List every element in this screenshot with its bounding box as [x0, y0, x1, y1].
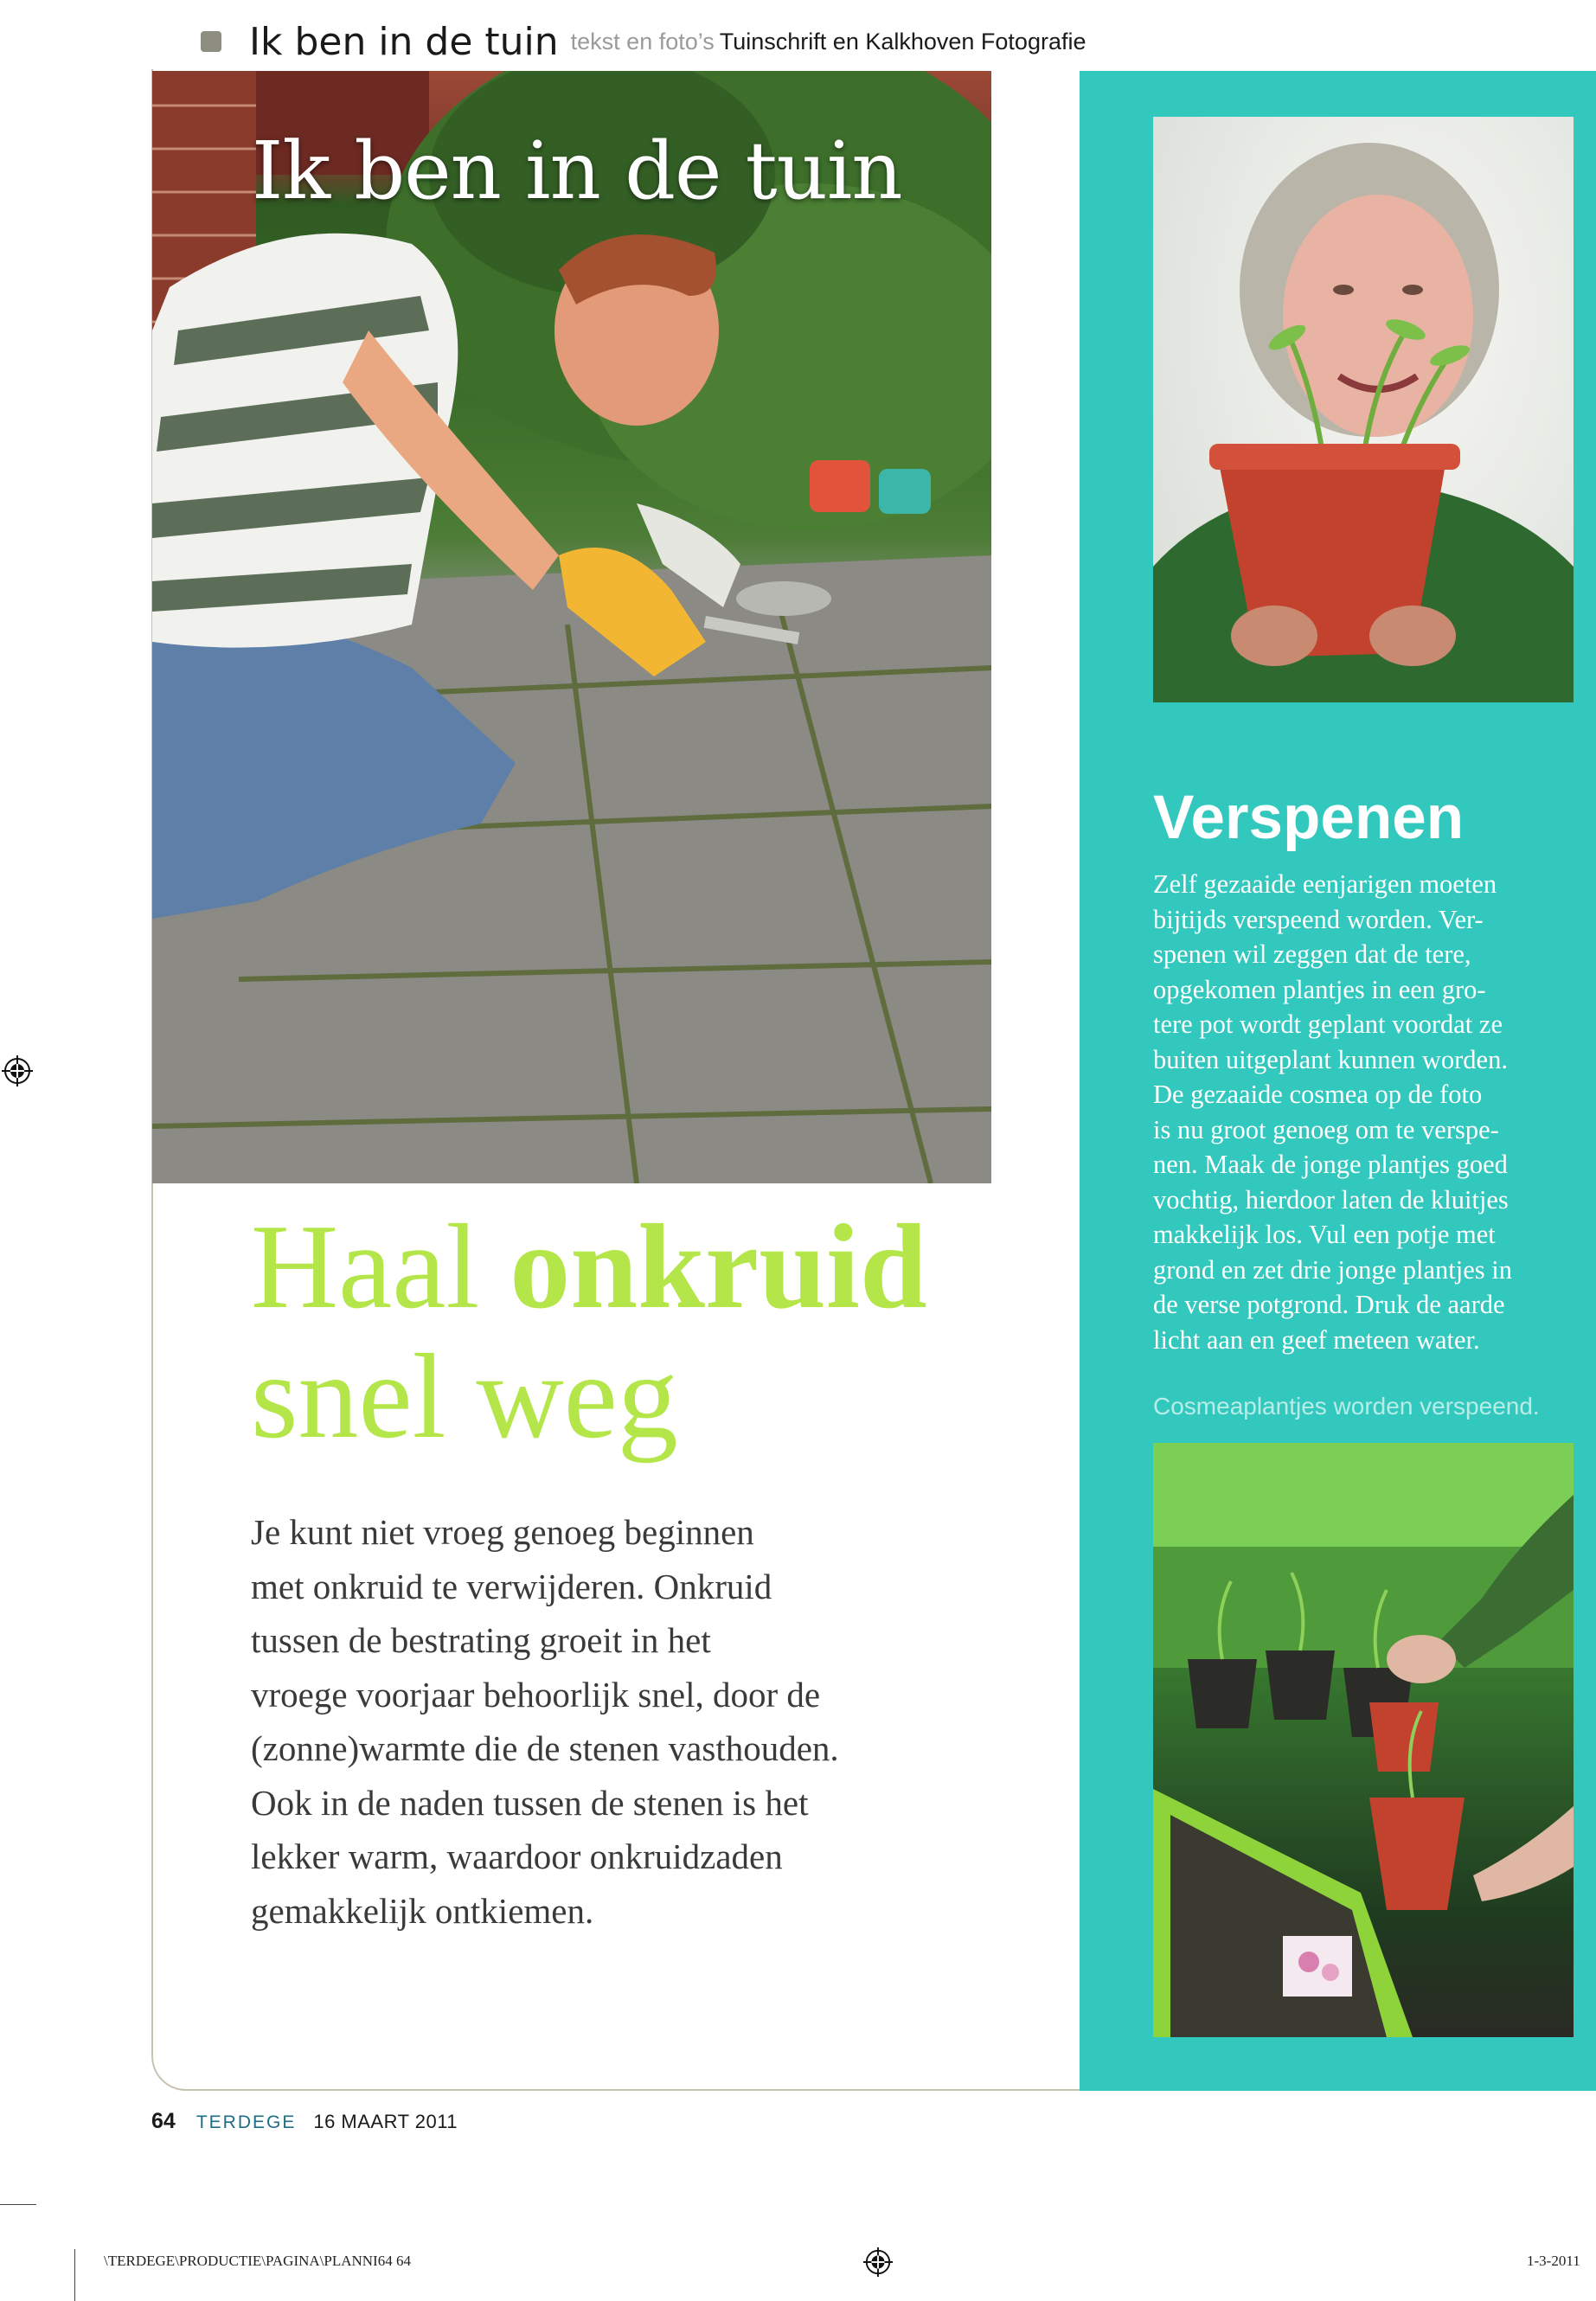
- headline-line-2: snel weg: [251, 1330, 678, 1464]
- hero-photo: [152, 71, 991, 1183]
- sidebar-line: de verse potgrond. Druk de aarde: [1153, 1290, 1505, 1319]
- print-slug-date: 1-3-2011: [1527, 2253, 1580, 2269]
- sidebar-line: is nu groot genoeg om te verspe-: [1153, 1114, 1499, 1144]
- woman-illustration: [1153, 117, 1574, 702]
- section-title: Ik ben in de tuin: [249, 19, 559, 64]
- headline-light-word: Haal: [251, 1200, 510, 1334]
- intro-line: (zonne)warmte die de stenen vasthouden.: [251, 1728, 839, 1768]
- hero-photo-title: Ik ben in de tuin: [252, 125, 902, 217]
- print-slug-path: \TERDEGE\PRODUCTIE\PAGINA\PLANNI64 64: [104, 2253, 411, 2269]
- section-square-icon: [201, 31, 221, 52]
- sidebar-body: [1153, 867, 1577, 1357]
- sidebar-line: tere pot wordt geplant voordat ze: [1153, 1009, 1503, 1039]
- repotting-seedlings-photo: [1153, 1443, 1574, 2037]
- woman-with-seedling-photo: [1153, 117, 1574, 702]
- intro-paragraph: [251, 1505, 908, 1938]
- sidebar-line: bijtijds verspeend worden. Ver-: [1153, 904, 1484, 934]
- crop-mark: [0, 2204, 36, 2205]
- credit-label: tekst en foto’s: [570, 28, 715, 54]
- sidebar-line: Zelf gezaaide eenjarigen moeten: [1153, 869, 1497, 899]
- running-head: [201, 16, 1086, 67]
- crop-mark: [74, 2249, 75, 2301]
- sidebar-line: licht aan en geef meteen water.: [1153, 1324, 1480, 1355]
- intro-line: tussen de bestrating groeit in het: [251, 1620, 711, 1660]
- intro-line: vroege voorjaar behoorlijk snel, door de: [251, 1674, 821, 1715]
- sidebar-line: vochtig, hierdoor laten de kluitjes: [1153, 1184, 1509, 1215]
- sidebar-line: buiten uitgeplant kunnen worden.: [1153, 1044, 1508, 1074]
- intro-line: Je kunt niet vroeg genoeg beginnen: [251, 1512, 754, 1552]
- issue-date: 16 MAART 2011: [313, 2111, 458, 2132]
- headline-bold-word: onkruid: [510, 1200, 927, 1334]
- intro-line: Ook in de naden tussen de stenen is het: [251, 1782, 809, 1823]
- intro-line: met onkruid te verwijderen. Onkruid: [251, 1566, 772, 1606]
- intro-line: lekker warm, waardoor onkruidzaden: [251, 1836, 783, 1876]
- sidebar-line: grond en zet drie jonge plantjes in: [1153, 1254, 1513, 1285]
- page-folio: [151, 2109, 458, 2134]
- photo-credit: Tuinschrift en Kalkhoven Fotografie: [719, 28, 1086, 54]
- sidebar-line: De gezaaide cosmea op de foto: [1153, 1080, 1483, 1109]
- sidebar-line: opgekomen plantjes in een gro-: [1153, 974, 1486, 1004]
- gardener-illustration: [152, 71, 991, 1183]
- article-headline: [251, 1202, 927, 1462]
- photo-caption: Cosmeaplantjes worden verspeend.: [1153, 1393, 1540, 1420]
- sidebar-title: Verspenen: [1153, 784, 1465, 852]
- sidebar-line: spenen wil zeggen dat de tere,: [1153, 939, 1471, 969]
- intro-line: gemakkelijk ontkiemen.: [251, 1890, 594, 1931]
- magazine-name: TERDEGE: [195, 2112, 297, 2132]
- repotting-illustration: [1153, 1443, 1574, 2037]
- sidebar-line: makkelijk los. Vul een potje met: [1153, 1220, 1496, 1249]
- sidebar-line: nen. Maak de jonge plantjes goed: [1153, 1150, 1508, 1179]
- headline-line-1: [251, 1202, 927, 1332]
- page-number: 64: [151, 2109, 176, 2133]
- registration-mark-icon: [863, 2247, 893, 2277]
- registration-mark-icon: [2, 1055, 33, 1086]
